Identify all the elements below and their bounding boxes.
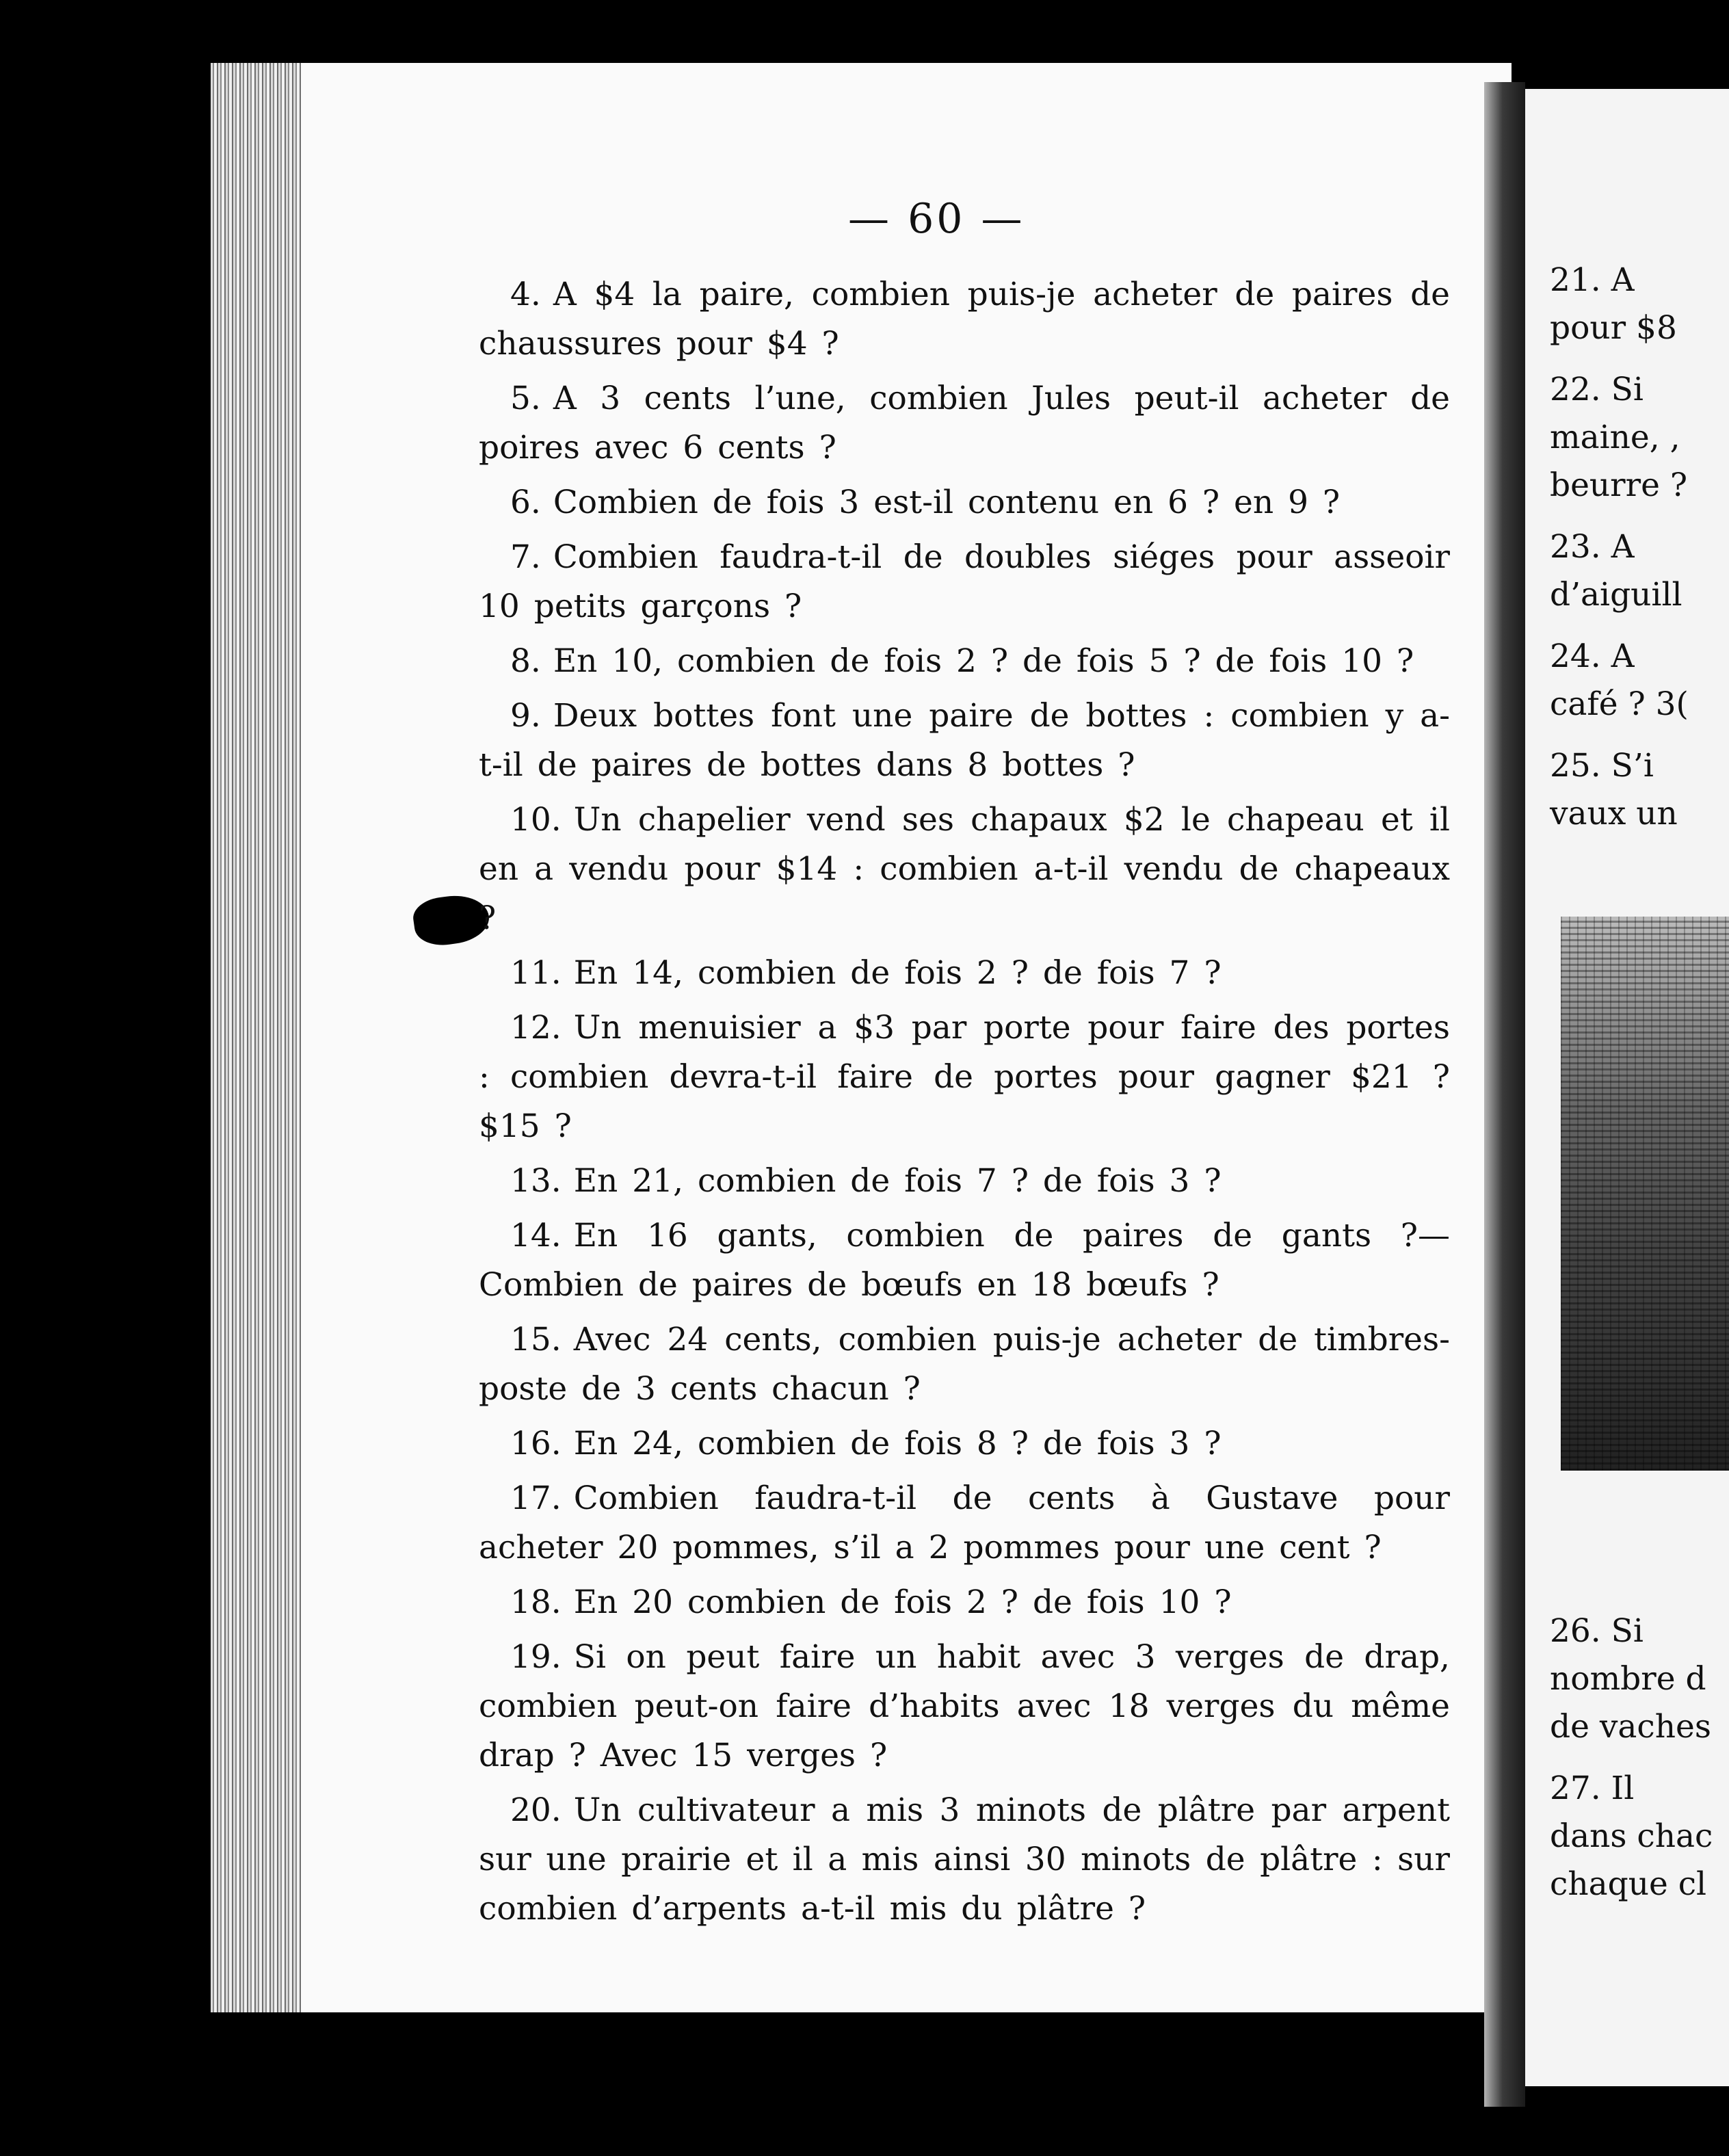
right-page-line: 23. A — [1550, 528, 1635, 566]
question-text: En 20 combien de fois 2 ? de fois 10 ? — [573, 1583, 1232, 1621]
line-gap — [1550, 619, 1729, 633]
right-page-line: chaque cl — [1550, 1865, 1707, 1903]
question-item — [479, 1315, 1450, 1414]
question-text: En 14, combien de fois 2 ? de fois 7 ? — [573, 954, 1222, 992]
question-number: 15. — [510, 1321, 562, 1358]
question-item — [479, 1786, 1450, 1934]
question-item — [479, 1633, 1450, 1780]
question-item — [479, 533, 1450, 631]
right-page-line: 26. Si — [1550, 1612, 1644, 1650]
question-number: 5. — [510, 380, 541, 417]
question-number: 12. — [510, 1009, 562, 1047]
question-number: 6. — [510, 484, 541, 521]
question-item — [479, 270, 1450, 369]
question-text: Deux bottes font une paire de bottes : combien y a-t-il de paires de bottes dans 8 bottes ? — [479, 697, 1450, 784]
right-page-line: 27. Il — [1550, 1770, 1635, 1807]
right-page-line: dans chac — [1550, 1817, 1713, 1855]
question-text: En 24, combien de fois 8 ? de fois 3 ? — [573, 1425, 1222, 1462]
question-text: A 3 cents l’une, combien Jules peut-il acheter de poires avec 6 cents ? — [479, 380, 1450, 466]
question-item — [479, 796, 1450, 943]
line-gap — [1550, 728, 1729, 742]
question-item — [479, 478, 1450, 527]
question-text: Un cultivateur a mis 3 minots de plâtre par arpent sur une prairie et il a mis ainsi 30 minots de plâtre : sur combien d’arpents a-t-il mis du plâtre ? — [479, 1791, 1450, 1928]
question-number: 4. — [510, 276, 541, 313]
question-item — [479, 949, 1450, 998]
question-text: Combien faudra-t-il de cents à Gustave pour acheter 20 pommes, s’il a 2 pommes pour une cent ? — [479, 1480, 1450, 1566]
question-number: 13. — [510, 1162, 562, 1200]
right-page-line: vaux un — [1550, 795, 1678, 832]
line-gap — [1550, 510, 1729, 523]
right-page-line: maine, , — [1550, 419, 1680, 456]
question-number: 7. — [510, 538, 541, 576]
right-page-line: 22. Si — [1550, 371, 1644, 408]
question-item — [479, 1211, 1450, 1310]
question-text: Combien faudra-t-il de doubles siéges pour asseoir 10 petits garçons ? — [479, 538, 1450, 625]
right-page-text-top — [1550, 257, 1729, 838]
right-page-line: de vaches — [1550, 1708, 1711, 1746]
question-number: 11. — [510, 954, 562, 992]
question-text: A $4 la paire, combien puis-je acheter de paires de chaussures pour $4 ? — [479, 276, 1450, 363]
question-item — [479, 1474, 1450, 1573]
question-item — [479, 1419, 1450, 1469]
question-number: 20. — [510, 1791, 562, 1829]
question-number: 8. — [510, 642, 541, 680]
question-text: En 21, combien de fois 7 ? de fois 3 ? — [573, 1162, 1222, 1200]
question-text: Un menuisier a $3 par porte pour faire des portes : combien devra-t-il faire de portes pour gagner $21 ? $15 ? — [479, 1009, 1450, 1145]
right-page-line: 24. A — [1550, 637, 1635, 675]
right-page-line: beurre ? — [1550, 466, 1688, 504]
book-gutter — [1484, 82, 1525, 2107]
right-page-text-bottom — [1550, 1607, 1713, 1908]
question-item — [479, 637, 1450, 686]
right-page-line: 21. A — [1550, 261, 1635, 299]
right-page — [1525, 89, 1729, 2086]
question-text: En 10, combien de fois 2 ? de fois 5 ? de fois 10 ? — [553, 642, 1414, 680]
question-number: 19. — [510, 1638, 562, 1676]
question-item — [479, 692, 1450, 790]
question-item — [479, 374, 1450, 473]
question-number: 17. — [510, 1480, 562, 1517]
question-text: Combien de fois 3 est-il contenu en 6 ? en 9 ? — [553, 484, 1341, 521]
question-text: Si on peut faire un habit avec 3 verges de drap, combien peut-on faire d’habits avec 18 verges du même drap ? Avec 15 verges ? — [479, 1638, 1450, 1774]
question-item — [479, 1578, 1450, 1627]
right-page-line: d’aiguill — [1550, 576, 1682, 614]
line-gap — [1550, 352, 1729, 366]
right-page-line: 25. S’i — [1550, 747, 1654, 785]
line-gap — [1550, 1751, 1713, 1765]
right-page-line: pour $8 — [1550, 309, 1677, 347]
right-page-line: nombre d — [1550, 1660, 1706, 1698]
question-number: 9. — [510, 697, 541, 735]
question-number: 10. — [510, 801, 562, 839]
question-number: 16. — [510, 1425, 562, 1462]
book-page-edges — [211, 63, 306, 2012]
right-page-line: café ? 3( — [1550, 685, 1689, 723]
question-item — [479, 1157, 1450, 1206]
question-number: 14. — [510, 1217, 562, 1254]
question-text: Avec 24 cents, combien puis-je acheter de timbres-poste de 3 cents chacun ? — [479, 1321, 1450, 1408]
question-item — [479, 1003, 1450, 1151]
question-text: En 16 gants, combien de paires de gants ?—Combien de paires de bœufs en 18 bœufs ? — [479, 1217, 1450, 1304]
page-number: — 60 — — [848, 195, 1025, 243]
question-text: Un chapelier vend ses chapaux $2 le chapeau et il en a vendu pour $14 : combien a-t-il vendu de chapeaux ? — [479, 801, 1450, 937]
farm-illustration — [1561, 917, 1729, 1471]
question-number: 18. — [510, 1583, 562, 1621]
question-list — [479, 270, 1450, 1939]
